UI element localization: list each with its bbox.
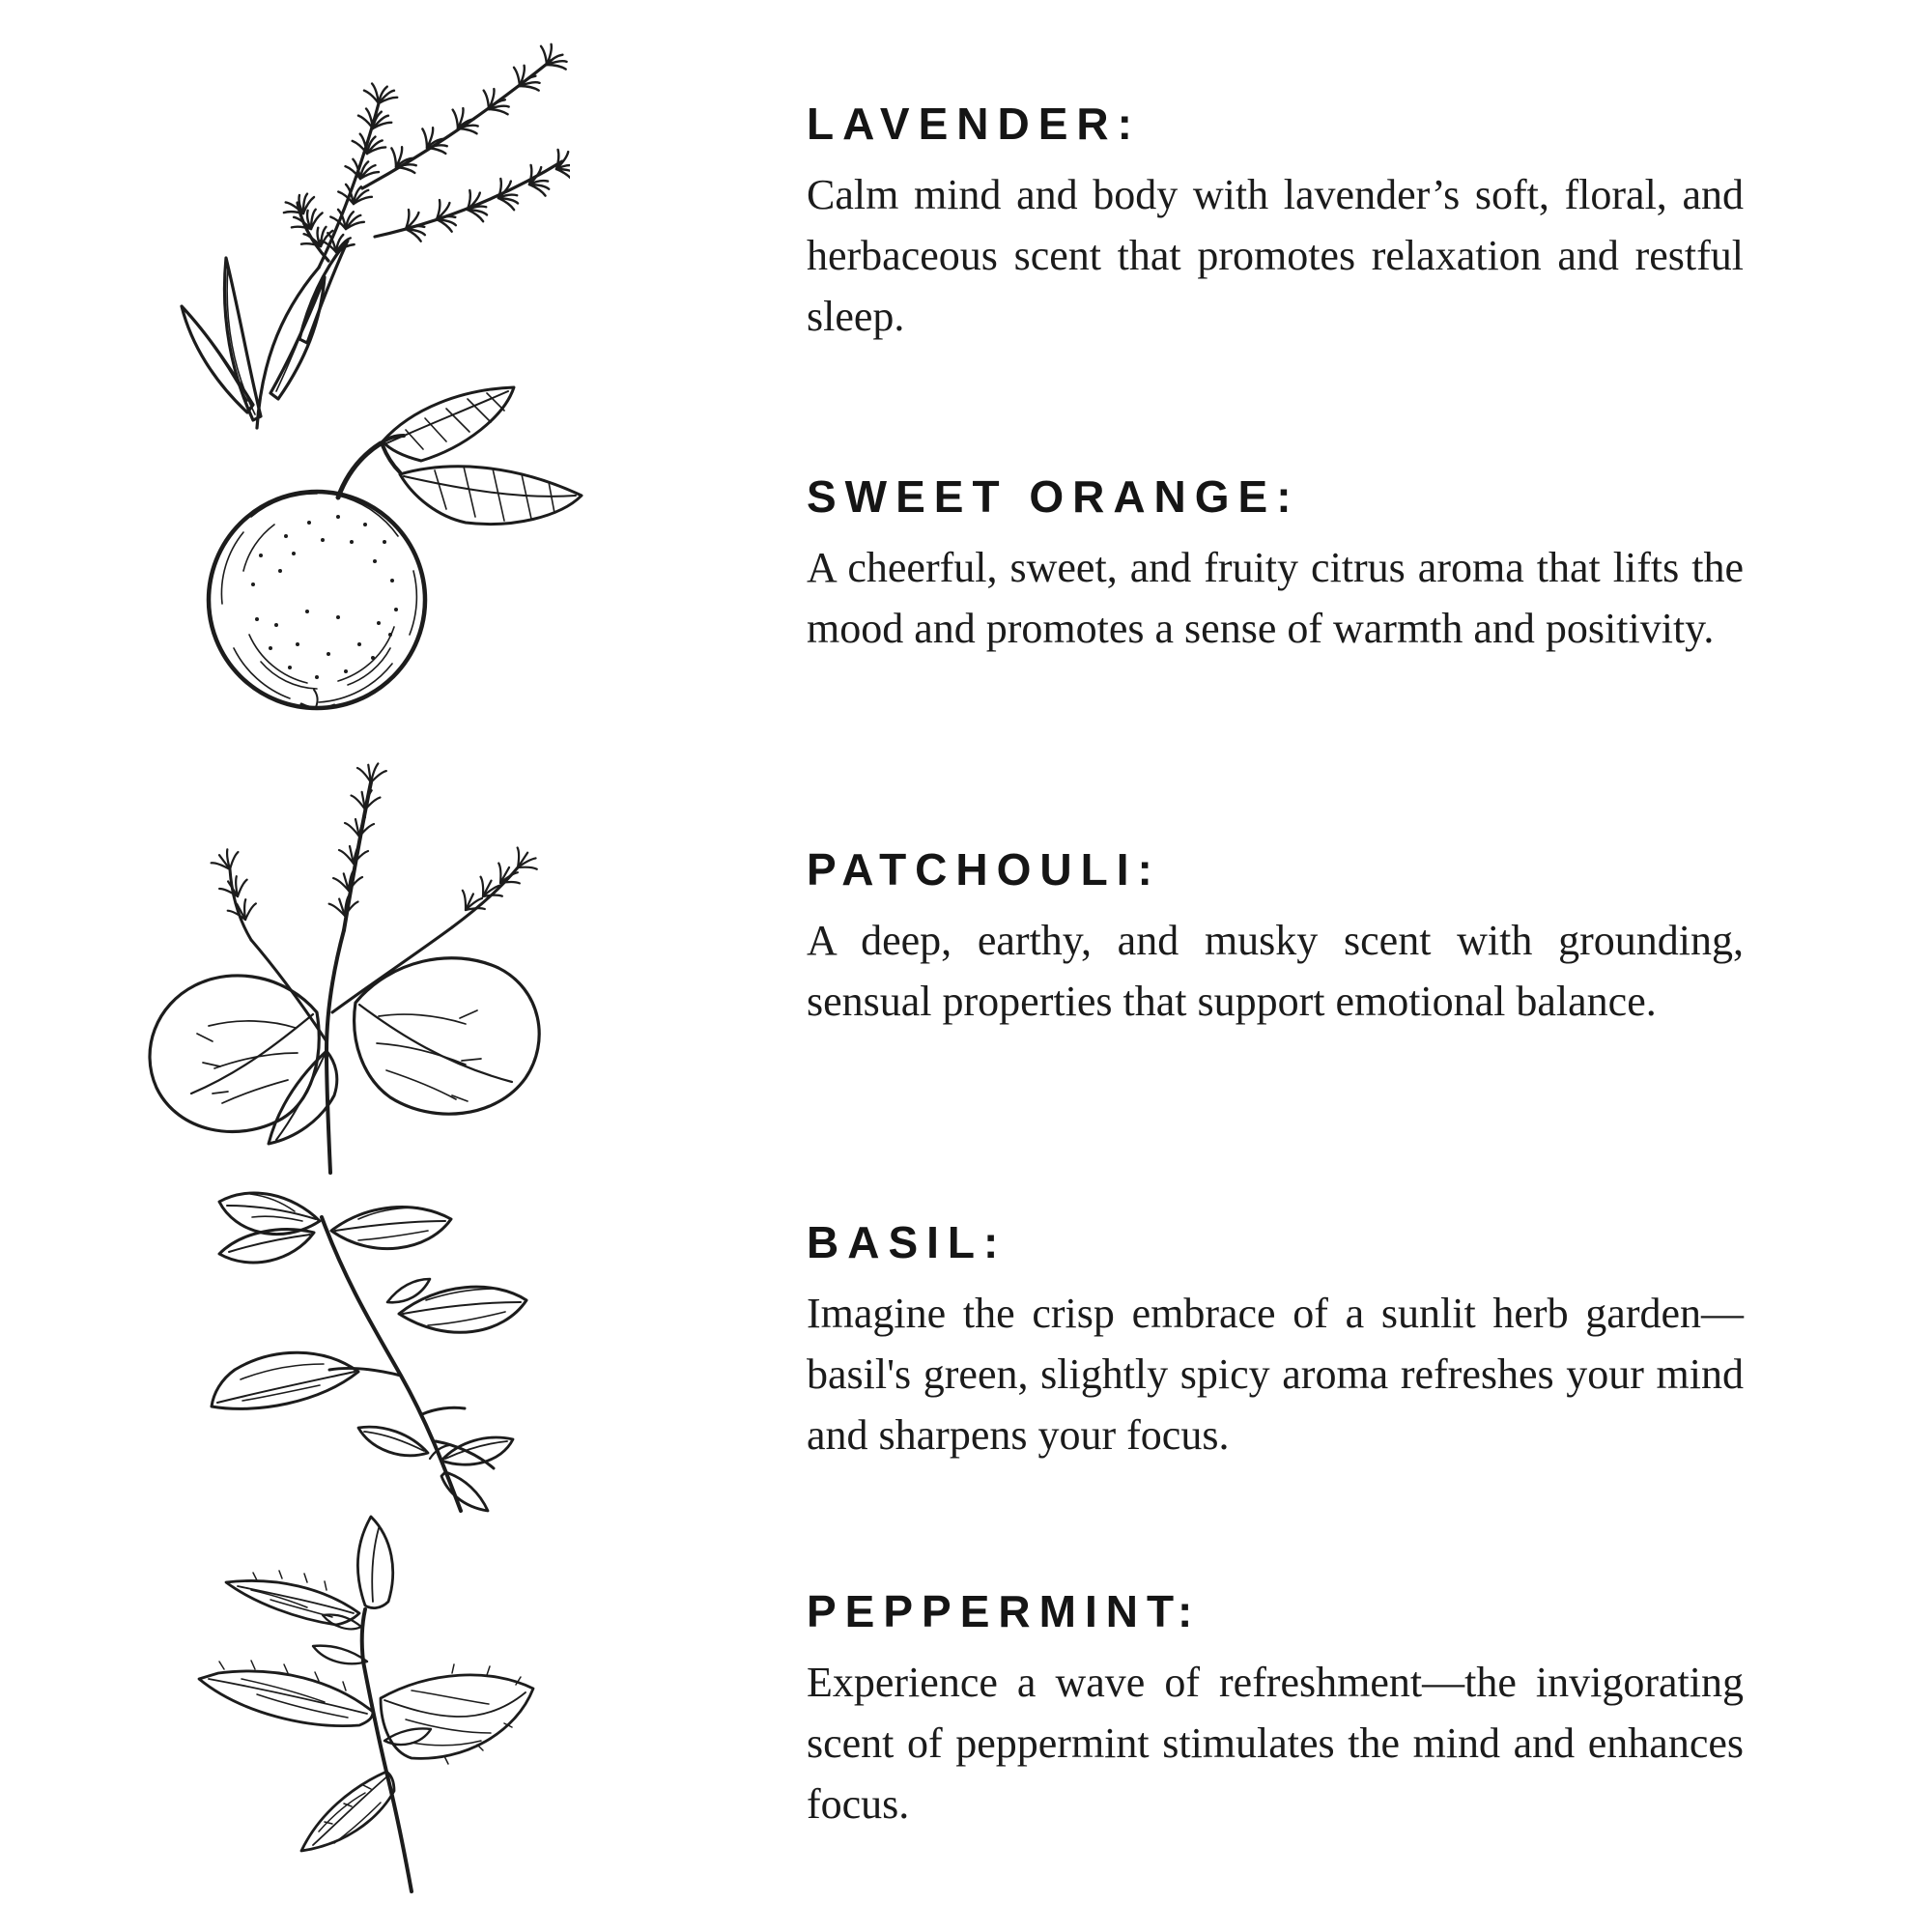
patchouli-plant-illustration (97, 723, 551, 1177)
patchouli-description: A deep, earthy, and musky scent with grounding, sensual properties that support emotional balance. (807, 917, 1744, 1025)
patchouli-stem (327, 782, 371, 1173)
orange-leaves (383, 387, 582, 525)
orange-stem (338, 436, 404, 497)
patchouli-flower-spikes (209, 762, 542, 923)
orange-fruit-illustration (193, 382, 589, 715)
basil-heading: BASIL: (807, 1217, 1008, 1267)
peppermint-sprig-illustration (162, 1509, 539, 1895)
peppermint-description: Experience a wave of refreshment—the invigorating scent of peppermint stimulates the mind and enhances focus. (807, 1659, 1744, 1828)
sweet-orange-description: A cheerful, sweet, and fruity citrus aroma that lifts the mood and promotes a sense of warmth and positivity. (807, 544, 1744, 652)
scent-section-peppermint (807, 1584, 1744, 1834)
patchouli-leaves (150, 958, 539, 1144)
scent-section-lavender (807, 97, 1744, 347)
orange-fruit (209, 492, 425, 708)
peppermint-heading: PEPPERMINT: (807, 1586, 1202, 1636)
basil-sprig-illustration (169, 1171, 541, 1514)
scent-section-patchouli (807, 842, 1744, 1032)
peppermint-stem (362, 1609, 412, 1891)
basil-description: Imagine the crisp embrace of a sunlit herb garden—basil's green, slightly spicy aroma refreshes your mind and sharpens your focus. (807, 1290, 1744, 1459)
basil-stem (322, 1217, 461, 1511)
orange-stipple-dots (251, 515, 398, 679)
lavender-sprig-illustration (164, 14, 570, 430)
sweet-orange-heading: SWEET ORANGE: (807, 471, 1300, 522)
lavender-description: Calm mind and body with lavender’s soft, floral, and herbaceous scent that promotes relaxation and restful sleep. (807, 171, 1744, 340)
patchouli-heading: PATCHOULI: (807, 844, 1161, 895)
lavender-heading: LAVENDER: (807, 99, 1141, 149)
scent-section-basil (807, 1215, 1744, 1465)
basil-leaves (212, 1193, 526, 1511)
scent-section-sweet-orange (807, 469, 1744, 659)
